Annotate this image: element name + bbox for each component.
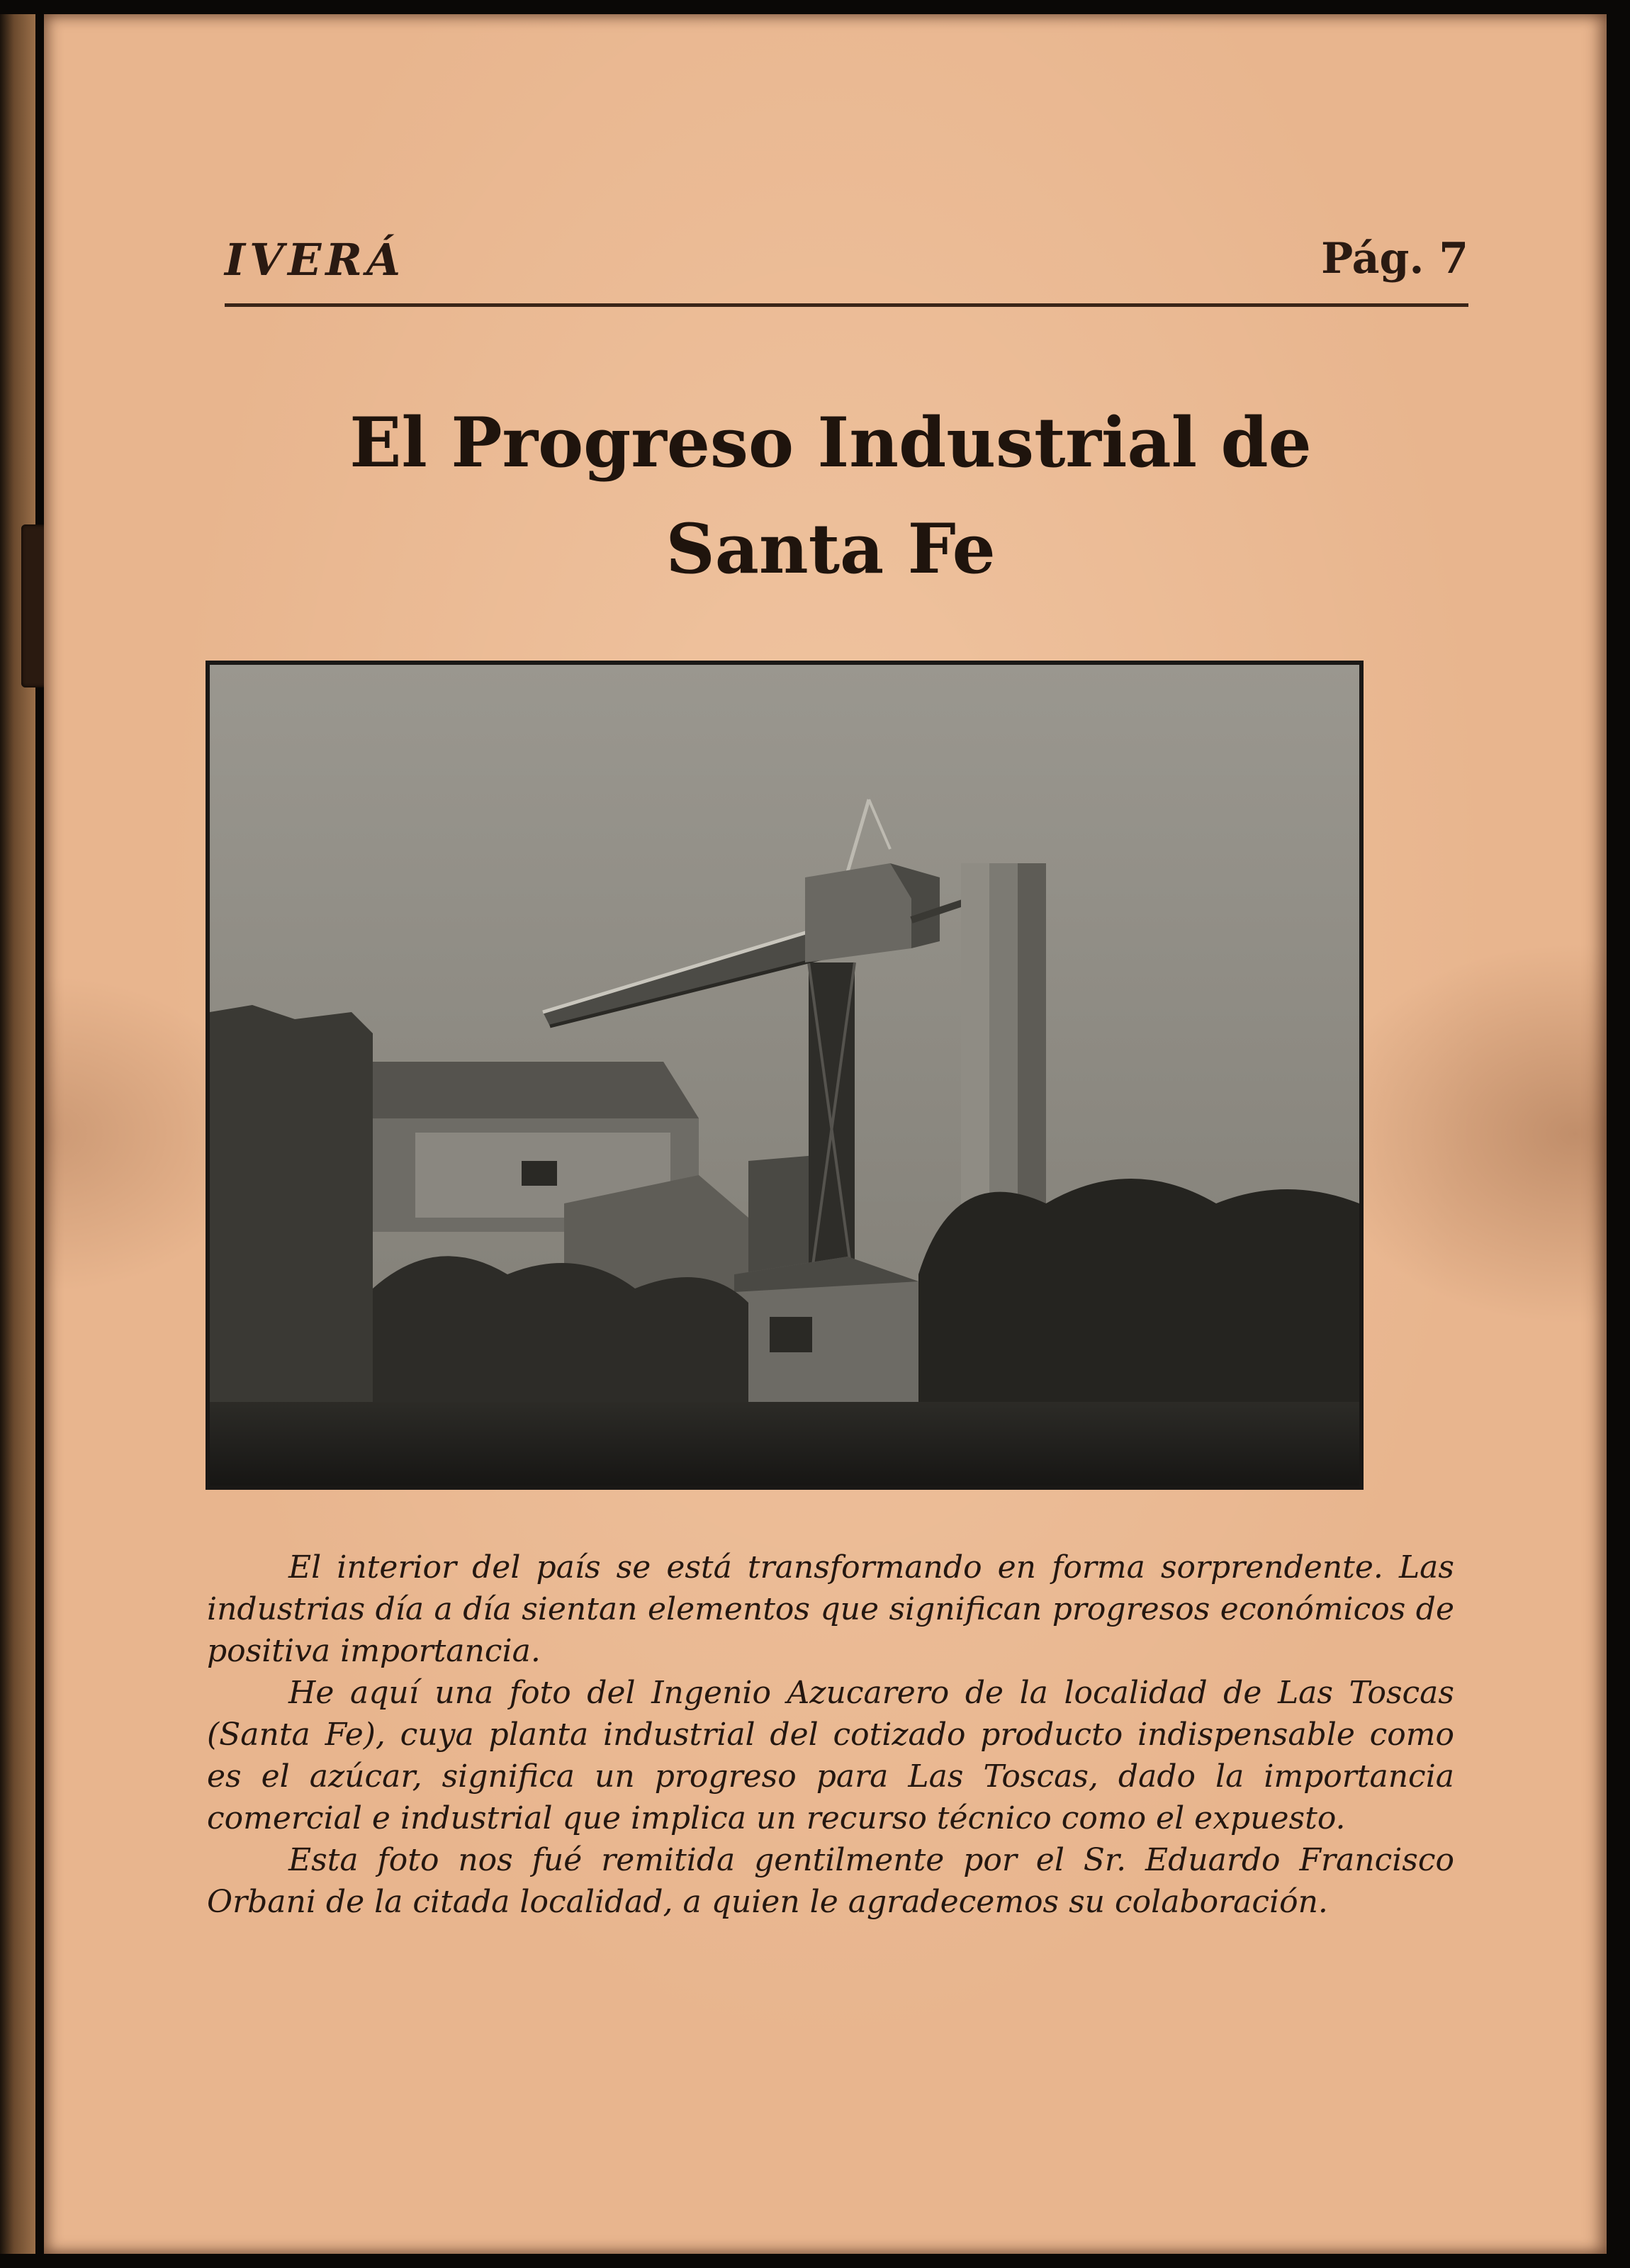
- sugar-mill-photo: [206, 661, 1364, 1490]
- article-title-line-2: Santa Fe: [665, 509, 996, 589]
- sugar-mill-photo-illustration: [210, 665, 1359, 1486]
- article-paragraph-1: El interior del país se está transformando en forma sorprendente. Las industrias día a día sientan elementos que significan progresos económicos de positiva importancia.: [207, 1549, 1454, 1669]
- article-body: [207, 1546, 1454, 1923]
- article-title: [200, 390, 1461, 602]
- magazine-name: IVERÁ: [225, 234, 405, 286]
- magazine-page: [44, 14, 1607, 2254]
- article-title-line-1: El Progreso Industrial de: [349, 403, 1312, 483]
- page-header: [225, 234, 1468, 305]
- article-paragraph-3: Esta foto nos fué remitida gentilmente por el Sr. Eduardo Francisco Orbani de la citada localidad, a quien le agradecemos su colaboración.: [207, 1842, 1454, 1920]
- page-number: Pág. 7: [1321, 234, 1468, 284]
- article-paragraph-2: He aquí una foto del Ingenio Azucarero de la localidad de Las Toscas (Santa Fe), cuya planta industrial del cotizado producto indispensable como es el azúcar, significa un progreso para Las Toscas, dado la importancia comercial e industrial que implica un recurso técnico como el expuesto.: [207, 1675, 1454, 1836]
- page-gutter: [0, 14, 35, 2254]
- header-rule: [225, 303, 1468, 307]
